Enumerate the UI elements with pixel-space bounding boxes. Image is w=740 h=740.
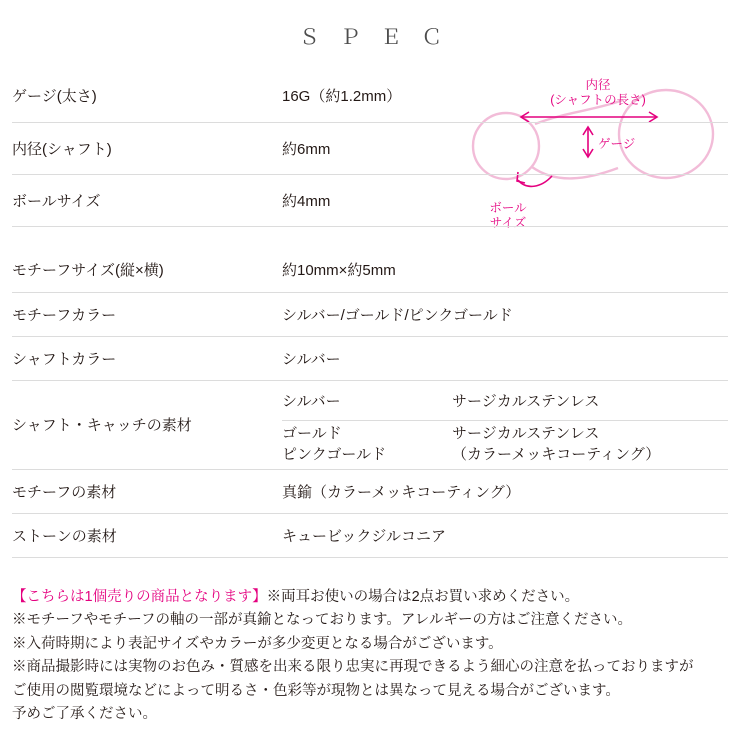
note-line-1 — [12, 586, 728, 609]
row-label: ストーンの素材 — [12, 527, 117, 545]
table-row-material — [12, 380, 728, 469]
note-line-3: ※入荷時期により表記サイズやカラーが多少変更となる場合がございます。 — [12, 635, 503, 652]
row-value: シルバー/ゴールド/ピンクゴールド — [282, 306, 513, 324]
note-line-6: 予めご了承ください。 — [12, 706, 157, 723]
material-name-line2: （カラーメッキコーティング） — [452, 445, 661, 463]
row-label: ボールサイズ — [12, 192, 101, 210]
notes-block — [12, 586, 728, 727]
label-inner-diameter-2: (シャフトの長さ) — [550, 93, 646, 107]
row-value: 約4mm — [282, 192, 331, 210]
row-value: シルバー — [282, 350, 341, 368]
row-label: モチーフの素材 — [12, 483, 117, 501]
note-line-2: ※モチーフやモチーフの軸の一部が真鍮となっております。アレルギーの方はご注意ください。 — [12, 612, 632, 629]
table-row — [12, 336, 728, 380]
table-row — [12, 70, 728, 122]
material-name-multiline — [452, 421, 728, 469]
row-value: 約10mm×約5mm — [282, 262, 396, 280]
note-highlight: 【こちらは1個売りの商品となります】 — [12, 589, 267, 605]
row-label: シャフトカラー — [12, 350, 117, 368]
material-color-line1: ゴールド — [282, 425, 342, 443]
row-value: 約6mm — [282, 140, 331, 158]
row-label: モチーフカラー — [12, 306, 117, 324]
row-label: シャフト・キャッチの素材 — [12, 417, 192, 434]
table-row — [12, 292, 728, 336]
material-name: サージカルステンレス — [452, 392, 600, 410]
material-sub-row — [282, 421, 728, 469]
material-color-line2: ピンクゴールド — [282, 445, 387, 463]
label-ball-size-1: ボール — [489, 201, 527, 215]
row-label: 内径(シャフト) — [12, 140, 112, 158]
note-line-4: ※商品撮影時には実物のお色み・質感を出来る限り忠実に再現できるよう細心の注意を払っておりますが — [12, 659, 694, 676]
spec-table — [12, 70, 728, 558]
row-value: キュービックジルコニア — [282, 527, 447, 545]
material-sub-row — [282, 381, 728, 421]
table-row — [12, 469, 728, 513]
table-row — [12, 248, 728, 292]
label-inner-diameter-1: 内径 — [585, 78, 611, 92]
table-row — [12, 513, 728, 557]
material-name-line1: サージカルステンレス — [452, 425, 600, 443]
note-line-5: ご使用の閲覧環境などによって明るさ・色彩等が現物とは異なって見える場合がございます。 — [12, 682, 620, 699]
row-value: 16G（約1.2mm） — [282, 88, 402, 106]
note-line-1-rest: ※両耳お使いの場合は2点お買い求めください。 — [266, 589, 580, 605]
row-label: ゲージ(太さ) — [12, 88, 97, 106]
label-gauge: ゲージ — [598, 137, 636, 151]
table-row — [12, 174, 728, 226]
row-label: モチーフサイズ(縦×横) — [12, 262, 164, 280]
row-value: 真鍮（カラーメッキコーティング） — [282, 483, 521, 501]
label-ball-size-2: サイズ — [489, 216, 527, 230]
material-color: シルバー — [282, 392, 341, 410]
table-row — [12, 122, 728, 174]
table-gap — [12, 226, 728, 248]
page-title: Ｓ Ｐ Ｅ Ｃ — [298, 26, 450, 49]
material-color-multiline — [282, 421, 452, 469]
material-sub-table — [282, 381, 728, 469]
